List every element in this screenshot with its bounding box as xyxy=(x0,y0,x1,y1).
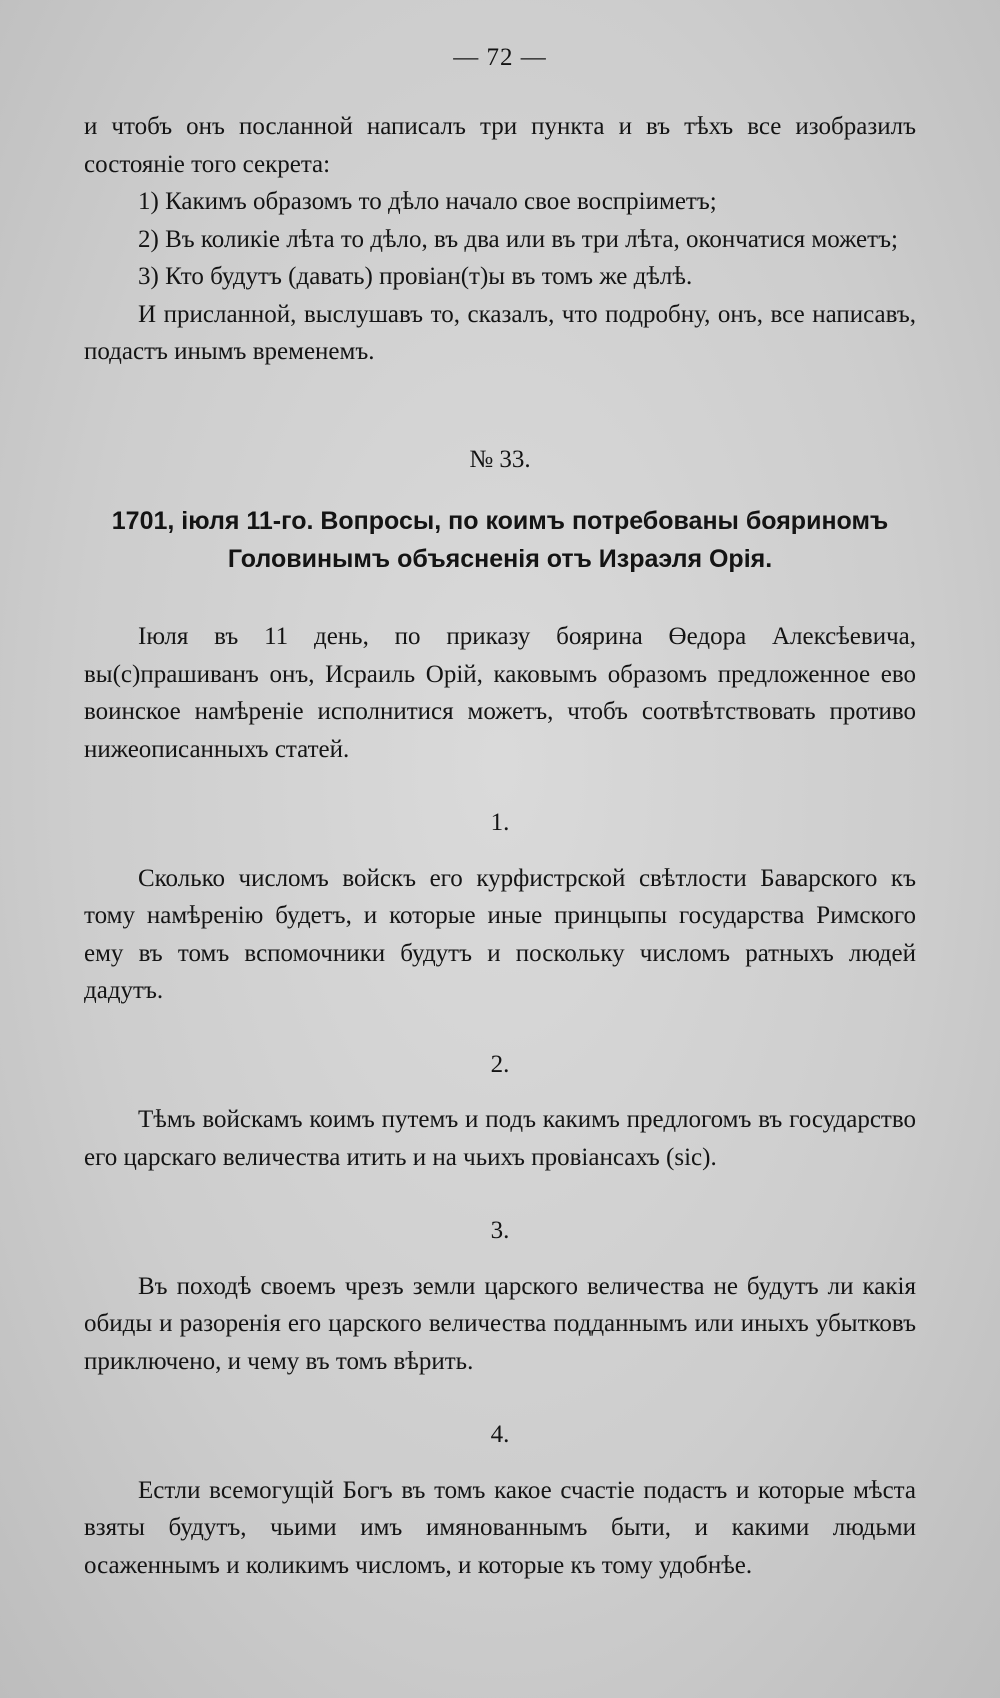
intro-paragraph: Iюля въ 11 день, по приказу боярина Өедора Алексѣевича, вы(с)прашиванъ онъ, Исраиль Орiй, каковымъ образомъ предложенное ево воинское намѣренiе исполнитися можетъ, чтобъ соотвѣтствовать противо нижеописанныхъ статей. xyxy=(84,623,916,763)
section-number: 1. xyxy=(490,809,510,836)
section-number: 3. xyxy=(490,1217,510,1244)
list-item: 1) Какимъ образомъ то дѣло начало свое воспрiиметъ; xyxy=(138,188,717,215)
section-number: 4. xyxy=(490,1421,510,1448)
page-body xyxy=(84,108,916,1584)
section-number: 2. xyxy=(490,1050,510,1078)
document-heading: 1701, iюля 11-го. Вопросы, по коимъ потребованы бояриномъ Головинымъ объясненiя отъ Израэля Орiя. xyxy=(111,507,889,573)
closing-paragraph: И присланной, выслушавъ то, сказалъ, что подробну, онъ, все написавъ, подастъ инымъ временемъ. xyxy=(84,300,916,365)
opening-paragraph: и чтобъ онъ посланной написалъ три пункта и въ тѣхъ все изобразилъ состоянiе того секрета: xyxy=(84,113,916,178)
section-text: Тѣмъ войскамъ коимъ путемъ и подъ какимъ предлогомъ въ государство его царскаго величества итить и на чьихъ провiансахъ (sic). xyxy=(84,1106,916,1171)
section-text: Въ походѣ своемъ чрезъ земли царского величества не будутъ ли какiя обиды и разоренiя его царского величества подданнымъ или иныхъ убытковъ приключено, и чему въ томъ вѣрить. xyxy=(84,1272,916,1375)
document-number: № 33. xyxy=(469,445,531,473)
page-number: — 72 — xyxy=(453,44,547,71)
section-text: Естли всемогущiй Богъ въ томъ какое счастiе подастъ и которые мѣста взяты будутъ, чьими имъ имянованнымъ быти, и какими людьми осаженнымъ и коликимъ числомъ, и которые къ тому удобнѣе. xyxy=(84,1476,916,1579)
list-item: 3) Кто будутъ (давать) провiан(т)ы въ томъ же дѣлѣ. xyxy=(138,263,693,290)
section-text: Сколько числомъ войскъ его курфистрской свѣтлости Баварского къ тому намѣренiю будетъ, и которые иные принцыпы государства Римского ему въ томъ вспомочники будутъ и поскольку числомъ ратныхъ людей дадутъ. xyxy=(84,864,916,1004)
list-item: 2) Въ коликiе лѣта то дѣло, въ два или въ три лѣта, окончатися можетъ; xyxy=(138,225,898,253)
